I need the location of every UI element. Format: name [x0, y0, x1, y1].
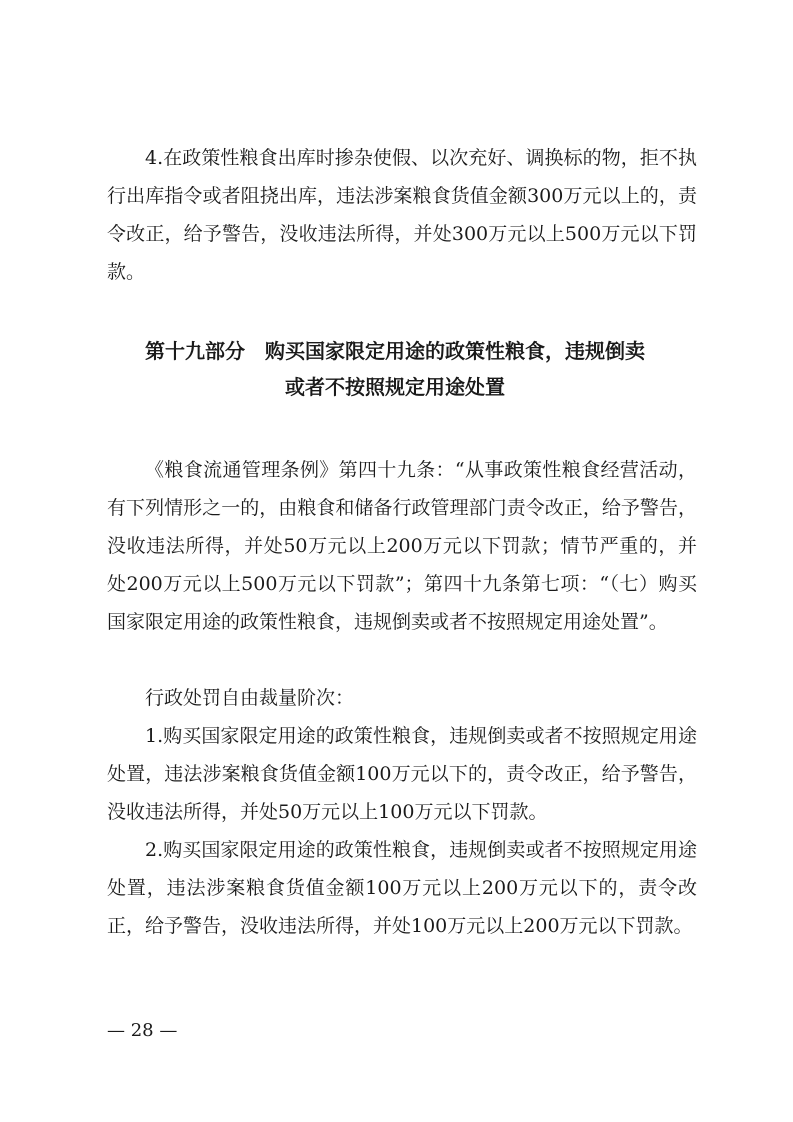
discretion-item-2: 2.购买国家限定用途的政策性粮食，违规倒卖或者不按照规定用途处置，违法涉案粮食货值金额100万元以上200万元以下的，责令改正，给予警告，没收违法所得，并处100万元以上200万元以下罚款。: [107, 839, 697, 937]
penalty-item-4: 4.在政策性粮食出库时掺杂使假、以次充好、调换标的物，拒不执行出库指令或者阻挠出库，违法涉案粮食货值金额300万元以上的，责令改正，给予警告，没收违法所得，并处300万元以上500万元以下罚款。: [107, 147, 697, 283]
section-heading: [80, 333, 710, 405]
section-heading-line-2: 或者不按照规定用途处置: [285, 375, 505, 399]
discretion-item-1: 1.购买国家限定用途的政策性粮食，违规倒卖或者不按照规定用途处置，违法涉案粮食货值金额100万元以下的，责令改正，给予警告，没收违法所得，并处50万元以上100万元以下罚款。: [107, 725, 697, 823]
regulation-citation: 《粮食流通管理条例》第四十九条：“从事政策性粮食经营活动，有下列情形之一的，由粮食和储备行政管理部门责令改正，给予警告，没收违法所得，并处50万元以上200万元以下罚款；情节严重的，并处200万元以上500万元以下罚款”；第四十九条第七项：“（七）购买国家限定用途的政策性粮食，违规倒卖或者不按照规定用途处置”。: [107, 459, 697, 633]
section-heading-line-1: 第十九部分 购买国家限定用途的政策性粮食，违规倒卖: [145, 339, 645, 363]
discretion-label: 行政处罚自由裁量阶次：: [145, 687, 355, 709]
page-number: — 28 —: [107, 1020, 178, 1041]
